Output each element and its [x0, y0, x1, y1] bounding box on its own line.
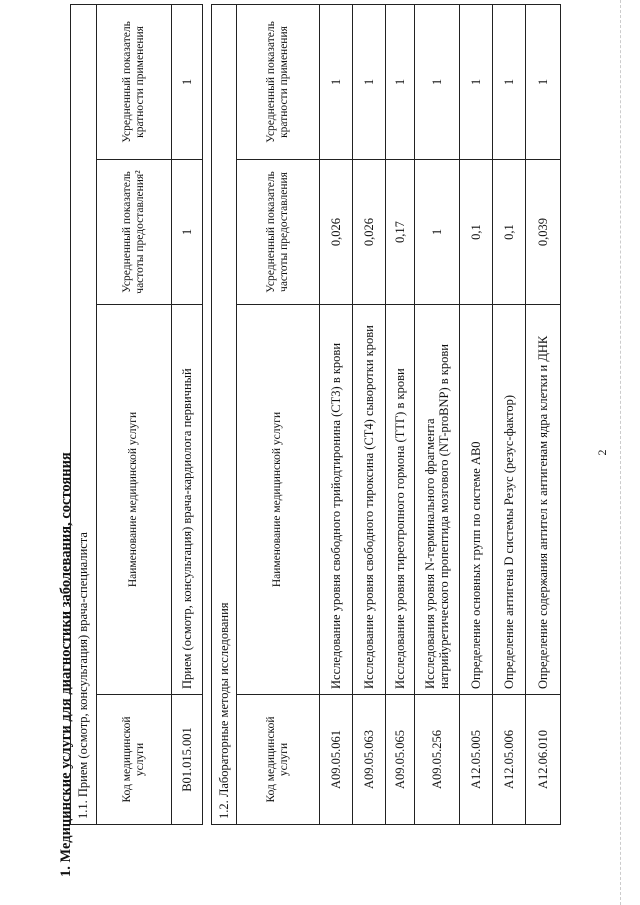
table-row — [526, 4, 561, 824]
frequency-value: 0,026 — [320, 160, 353, 305]
column-header-name: Наименование медицинской услуги — [237, 305, 320, 695]
service-code: A09.05.063 — [353, 695, 386, 825]
column-header-multiplicity: Усредненный показатель кратности применения — [97, 4, 172, 159]
table-laboratory-methods — [211, 4, 561, 825]
multiplicity-value: 1 — [526, 4, 561, 159]
table-row — [415, 4, 460, 824]
header-row — [237, 4, 320, 824]
page-number: 2 — [595, 449, 609, 456]
table-row — [386, 4, 415, 824]
multiplicity-value: 1 — [460, 4, 493, 159]
document-heading: 1. Медицинские услуги для диагностики заболевания, состояния — [58, 452, 74, 877]
service-code: A12.06.010 — [526, 695, 561, 825]
service-name: Определение основных групп по системе AB0 — [460, 305, 493, 695]
table-specialist-visits — [70, 4, 203, 825]
service-name: Исследование уровня свободного трийодтиронина (СТ3) в крови — [320, 305, 353, 695]
section-title-row — [212, 4, 237, 824]
column-header-multiplicity: Усредненный показатель кратности применения — [237, 4, 320, 159]
service-name: Исследование уровня свободного тироксина (СТ4) сыворотки крови — [353, 305, 386, 695]
table-row — [353, 4, 386, 824]
service-name: Исследование уровня тиреотропного гормона (ТТГ) в крови — [386, 305, 415, 695]
multiplicity-value: 1 — [353, 4, 386, 159]
service-code: A09.05.065 — [386, 695, 415, 825]
service-code: A12.05.005 — [460, 695, 493, 825]
scan-edge-divider — [620, 0, 621, 905]
service-code: B01.015.001 — [172, 695, 203, 825]
service-name: Определение содержания антител к антигенам ядра клетки и ДНК — [526, 305, 561, 695]
multiplicity-value: 1 — [172, 4, 203, 159]
service-code: A09.05.256 — [415, 695, 460, 825]
multiplicity-value: 1 — [320, 4, 353, 159]
multiplicity-value: 1 — [493, 4, 526, 159]
section-title: 1.2. Лабораторные методы исследования — [212, 4, 237, 824]
table-row — [320, 4, 353, 824]
frequency-value: 0,026 — [353, 160, 386, 305]
service-code: A09.05.061 — [320, 695, 353, 825]
header-row — [97, 4, 172, 824]
column-header-code: Код медицинской услуги — [237, 695, 320, 825]
frequency-value: 0,1 — [493, 160, 526, 305]
service-name: Исследования уровня N-терминального фрагмента натрийуретического пропептида мозгового (NT-proBNP) в крови — [415, 305, 460, 695]
section-title: 1.1. Прием (осмотр, консультация) врача-специалиста — [71, 4, 97, 824]
column-header-frequency: Усредненный показатель частоты предоставления² — [97, 160, 172, 305]
column-header-name: Наименование медицинской услуги — [97, 305, 172, 695]
table-row — [460, 4, 493, 824]
table-row — [172, 4, 203, 824]
section-title-row — [71, 4, 97, 824]
service-name: Прием (осмотр, консультация) врача-кардиолога первичный — [172, 305, 203, 695]
service-name: Определение антигена D системы Резус (резус-фактор) — [493, 305, 526, 695]
frequency-value: 0,17 — [386, 160, 415, 305]
frequency-value: 0,1 — [460, 160, 493, 305]
multiplicity-value: 1 — [415, 4, 460, 159]
column-header-frequency: Усредненный показатель частоты предоставления — [237, 160, 320, 305]
frequency-value: 0,039 — [526, 160, 561, 305]
multiplicity-value: 1 — [386, 4, 415, 159]
frequency-value: 1 — [415, 160, 460, 305]
column-header-code: Код медицинской услуги — [97, 695, 172, 825]
service-code: A12.05.006 — [493, 695, 526, 825]
frequency-value: 1 — [172, 160, 203, 305]
table-row — [493, 4, 526, 824]
